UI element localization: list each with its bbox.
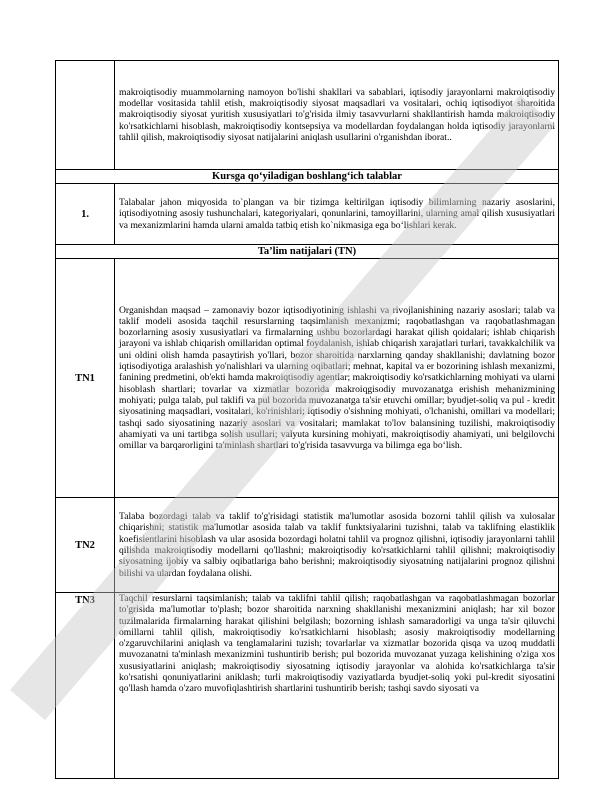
row-text-tn2: Talaba bozordagi talab va taklif to'g'risidagi statistik ma'lumotlar asosida bozorni tahlil qilish va xulosalar chiqarishni; statistik ma'lumotlar asosida talab va taklif funktsiyalarini tuzishni, talab va taklifning elastiklik koefisientlarini hisoblash va ular asosida bozordagi holatni tahlil va prognoz qilishni, iqtisodiy jarayonlarni tahlil qilishda makroiqtisodiy modellarni qo'llashni; makroiqtisodiy ko'rsatkichlarni tahlil qilishni; makroiqtisodiy siyosatning ijobiy va salbiy oqibatlariga baho berishni; makroiqtisodiy siyosatning natijalarini prognoz qilishni bilishi va ulardan foydalana olishi. bbox=[115, 498, 559, 593]
row-text-tn1: Organishdan maqsad – zamonaviy bozor iqtisodiyotining ishlashi va rivojlanishining nazariy asoslari; talab va taklif modeli asosida taqchil resurslarning taqsimlanish mexanizmi; raqobatlashgan va raqobatlashmagan bozorlarning asosiy xususiyatlari va firmalarning ushbu bozorlardagi harakat qilish qoidalari; ishlab chiqarish jarayoni va ishlab chiqarish omillaridan optimal foydalanish, ishlab chiqarish xarajatlari turlari, tavakkalchilik va uni oldini olish hamda pasaytirish yo'llari, bozor sharoitida narxlarning qanday shakllanishi; davlatning bozor iqtisodiyotiga aralashish yo'nalishlari va ularning oqibatlari; mehnat, kapital va er bozorining ishlash mexanizmi, fanining predmetini, ob'ekti hamda makroiqtisodiy agentlar; makroiqtisodiy ko'rsatkichlarning mohiyati va ularni hisoblash shartlari; tovarlar va xizmatlar bozorida makroiqgisodiy muvozanatga erishish mehanizmining mohiyati; pulga talab, pul taklifi va pul bozorida muvozanatga ta'sir etuvchi omillar; byudjet-soliq va pul - kredit siyosatining maqsadlari, vositalari, ko'rinishlari; iqtisodiy o'sishning mohiyati, o'lchanishi, omillari va modellari; tashqi sado siyosatining nazariy asoslari va vositalari; mamlakat to'lov balansining tuzilishi, makroiqtisodiy ahamiyati va uni tartibga solish usullari; valyuta kursining mohiyati, makroiqtisodiy ahamiyati, uni belgilovchi omillar va barqarorligini ta'minlash shartlari to'g'risida tasavvurga va bilimga ega bo‘lish. bbox=[115, 259, 559, 498]
table-row bbox=[56, 498, 559, 593]
table-row bbox=[56, 184, 559, 245]
table-row bbox=[56, 61, 559, 170]
table-row bbox=[56, 170, 559, 184]
row-text-tn3: Taqchil resurslarni taqsimlanish; talab va taklifni tahlil qilish; raqobatlashgan va raqobatlashmagan bozorlar to'grisida ma'lumotlar to'plash; bozor sharoitida narxning shakllanishi mexanizmini aniqlash; har xil bozor tuzilmalarida firmalarning harakat qilishini belgilash; bozorning ishlash samaradorligi va unga ta'sir qiluvchi omillarni tahlil qilish, makroiqtisodiy ko'rsatkichlarni hisoblash; asosiy makroiqtisodiy modellarning o'zgaruvchilarini aniqlash va tenglamalarini tuzish; tovarlarlar va xizmatlar bozorida qisqa va uzoq muddatli muvozanatni ta'minlash mexanizmini tushuntirib berish; pul bozorida muvozanat yuzaga kelishining o'ziga xos xususiyatlarini aniqlash; makroiqtisodiy siyosatning iqtisodiy jarayonlar va alohida ko'rsatkichlarga ta'sir ko'rsatishi qonuniyatlarini aniklash; turli makroiqtisodiy vaziyatlarda byudjet-soliq yoki pul-kredit siyosatini qo'llash hamda o'zaro muvofiqlashtirish shartlarini tushuntirib berish; tashqi savdo siyosati va bbox=[115, 593, 559, 779]
table-row bbox=[56, 259, 559, 498]
table-row bbox=[56, 593, 559, 779]
section-heading-prerequisites: Kursga qo‘yiladigan boshlang‘ich talablar bbox=[56, 170, 559, 184]
document-page bbox=[55, 60, 559, 779]
row-text-course-goal: makroiqtisodiy muammolarning namoyon bo'lishi shakllari va sabablari, iqtisodiy jarayonlarni makroiqtisodiy modellar vositasida tahlil etish, makroiqtisodiy siyosat maqsadlari va vositalari, ochiq iqtisodiyot sharoitida makroiqtisodiy siyosat yuritish xususiyatlari to'g'risida ilmiy tasavvurlarni shakllantirish hamda makroiqtisodiy ko'rsatkichlarni hisoblash, makroiqtisodiy kontsepsiya va modellardan foydalangan holda iqtisodiy jarayonlarni tahlil qilish, makroiqtisodiy siyosat natijalarini aniqlash usullarini o'rganishdan iborat.. bbox=[115, 61, 559, 170]
row-label-tn1: TN1 bbox=[56, 259, 115, 498]
row-label: 1. bbox=[56, 184, 115, 245]
row-label bbox=[56, 61, 115, 170]
section-heading-outcomes: Ta’lim natijalari (TN) bbox=[56, 245, 559, 259]
syllabus-table bbox=[55, 60, 559, 779]
row-label-tn2: TN2 bbox=[56, 498, 115, 593]
row-text-prerequisites: Talabalar jahon miqyosida to`plangan va bir tizimga keltirilgan iqtisodiy bilimlarning nazariy asoslarini, iqtisodiyotning asosiy tushunchalari, kategoriyalari, qonunlarini, tamoyillarini, ularning amal qilish xususiyatlari va mexanizmlarini hamda ularni amalda tatbiq etish ko`nikmasiga ega bo‘lishlari kerak. bbox=[115, 184, 559, 245]
table-row bbox=[56, 245, 559, 259]
row-label-tn3: TN3 bbox=[56, 593, 115, 779]
